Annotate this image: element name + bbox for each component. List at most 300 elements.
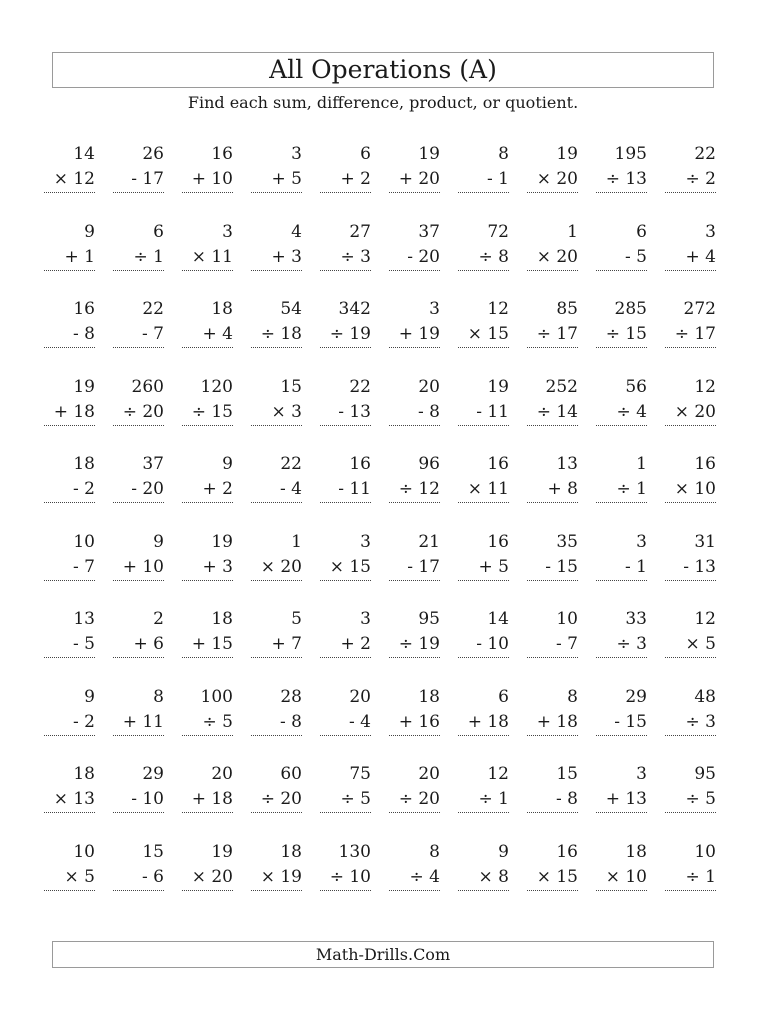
problem-operator-operand: ÷ 10 — [320, 865, 371, 891]
problem-item — [596, 840, 647, 918]
problem-operator-operand: + 2 — [320, 632, 371, 658]
problem-item — [596, 220, 647, 298]
problem-top-operand: 22 — [142, 299, 164, 319]
problem-operator-operand: ÷ 12 — [389, 477, 440, 503]
worksheet-footer: Math-Drills.Com — [52, 941, 714, 968]
problem-top-operand: 37 — [418, 221, 440, 242]
problem-operator-operand: - 4 — [320, 710, 371, 736]
problem-item — [182, 607, 233, 685]
problem-operator-operand: × 13 — [44, 787, 95, 813]
problem-operator-operand: × 20 — [182, 865, 233, 891]
problem-operator-operand: - 7 — [113, 322, 164, 348]
problem-item — [458, 840, 509, 918]
worksheet-title: All Operations (A) — [52, 52, 714, 88]
problem-item — [527, 840, 578, 918]
problem-top-operand: 8 — [153, 686, 164, 707]
problem-item — [596, 297, 647, 375]
problem-item — [251, 297, 302, 375]
problem-item — [389, 297, 440, 375]
problem-item — [665, 375, 716, 453]
problem-operator-operand: × 20 — [665, 400, 716, 426]
problem-operator-operand: + 5 — [251, 167, 302, 193]
problem-top-operand: 6 — [636, 221, 647, 242]
problem-operator-operand: ÷ 1 — [113, 245, 164, 271]
problem-operator-operand: ÷ 15 — [182, 400, 233, 426]
problem-operator-operand: ÷ 20 — [251, 787, 302, 813]
problem-operator-operand: - 5 — [44, 632, 95, 658]
problem-operator-operand: + 11 — [113, 710, 164, 736]
problem-operator-operand: × 5 — [665, 632, 716, 658]
problem-operator-operand: × 11 — [458, 477, 509, 503]
problem-top-operand: 35 — [556, 531, 578, 552]
problem-item — [182, 530, 233, 608]
problem-operator-operand: - 10 — [113, 787, 164, 813]
problem-top-operand: 8 — [429, 841, 440, 862]
problem-operator-operand: + 16 — [389, 710, 440, 736]
problem-top-operand: 252 — [545, 376, 578, 397]
problem-operator-operand: + 18 — [182, 787, 233, 813]
problem-top-operand: 4 — [291, 221, 302, 242]
problem-top-operand: 29 — [142, 764, 164, 784]
problem-operator-operand: ÷ 8 — [458, 245, 509, 271]
problem-item — [113, 685, 164, 763]
problem-item — [251, 607, 302, 685]
problem-operator-operand: × 8 — [458, 865, 509, 891]
problem-operator-operand: ÷ 3 — [320, 245, 371, 271]
problem-item — [389, 375, 440, 453]
problem-top-operand: 14 — [73, 144, 95, 164]
problem-top-operand: 10 — [556, 609, 578, 629]
problem-item — [596, 452, 647, 530]
problem-top-operand: 130 — [338, 841, 371, 862]
problem-top-operand: 12 — [487, 764, 509, 784]
problem-top-operand: 13 — [556, 454, 578, 474]
problem-item — [251, 762, 302, 840]
problem-operator-operand: ÷ 5 — [665, 787, 716, 813]
problem-top-operand: 8 — [498, 144, 509, 164]
problem-operator-operand: ÷ 20 — [113, 400, 164, 426]
problem-top-operand: 28 — [280, 686, 302, 707]
problem-grid — [44, 142, 725, 917]
problem-top-operand: 3 — [360, 531, 371, 552]
problem-top-operand: 56 — [625, 376, 647, 397]
problem-item — [389, 452, 440, 530]
problem-top-operand: 96 — [418, 454, 440, 474]
problem-item — [182, 375, 233, 453]
problem-operator-operand: + 20 — [389, 167, 440, 193]
problem-top-operand: 16 — [349, 454, 371, 474]
problem-item — [458, 142, 509, 220]
problem-item — [182, 762, 233, 840]
problem-item — [320, 840, 371, 918]
problem-top-operand: 10 — [73, 531, 95, 552]
problem-item — [113, 142, 164, 220]
problem-top-operand: 33 — [625, 609, 647, 629]
problem-top-operand: 18 — [280, 841, 302, 862]
problem-item — [44, 685, 95, 763]
problem-operator-operand: - 20 — [389, 245, 440, 271]
problem-operator-operand: × 20 — [527, 167, 578, 193]
problem-item — [458, 452, 509, 530]
problem-top-operand: 19 — [211, 841, 233, 862]
problem-item — [389, 840, 440, 918]
problem-top-operand: 22 — [349, 376, 371, 397]
problem-top-operand: 72 — [487, 221, 509, 242]
problem-top-operand: 9 — [84, 686, 95, 707]
problem-top-operand: 15 — [556, 764, 578, 784]
problem-top-operand: 37 — [142, 454, 164, 474]
problem-top-operand: 10 — [694, 841, 716, 862]
problem-item — [527, 220, 578, 298]
problem-operator-operand: ÷ 19 — [389, 632, 440, 658]
problem-top-operand: 195 — [614, 144, 647, 164]
problem-top-operand: 22 — [280, 454, 302, 474]
problem-top-operand: 10 — [73, 841, 95, 862]
problem-top-operand: 16 — [211, 144, 233, 164]
problem-operator-operand: × 12 — [44, 167, 95, 193]
problem-operator-operand: ÷ 17 — [527, 322, 578, 348]
problem-item — [596, 762, 647, 840]
problem-top-operand: 1 — [567, 221, 578, 242]
problem-item — [182, 685, 233, 763]
problem-item — [251, 220, 302, 298]
problem-operator-operand: + 13 — [596, 787, 647, 813]
problem-top-operand: 3 — [360, 609, 371, 629]
problem-top-operand: 342 — [338, 299, 371, 319]
problem-operator-operand: - 1 — [596, 555, 647, 581]
problem-operator-operand: + 2 — [182, 477, 233, 503]
problem-top-operand: 31 — [694, 531, 716, 552]
problem-top-operand: 3 — [636, 531, 647, 552]
problem-top-operand: 3 — [705, 221, 716, 242]
problem-operator-operand: ÷ 14 — [527, 400, 578, 426]
problem-operator-operand: ÷ 3 — [596, 632, 647, 658]
problem-item — [44, 142, 95, 220]
problem-item — [251, 840, 302, 918]
problem-item — [44, 297, 95, 375]
problem-operator-operand: ÷ 1 — [458, 787, 509, 813]
problem-item — [389, 220, 440, 298]
problem-top-operand: 95 — [418, 609, 440, 629]
problem-operator-operand: ÷ 15 — [596, 322, 647, 348]
problem-operator-operand: - 15 — [527, 555, 578, 581]
problem-item — [389, 142, 440, 220]
problem-item — [113, 840, 164, 918]
problem-top-operand: 19 — [211, 531, 233, 552]
problem-operator-operand: + 7 — [251, 632, 302, 658]
problem-top-operand: 9 — [222, 454, 233, 474]
problem-top-operand: 48 — [694, 686, 716, 707]
problem-operator-operand: + 1 — [44, 245, 95, 271]
problem-item — [458, 220, 509, 298]
problem-top-operand: 19 — [556, 144, 578, 164]
problem-item — [44, 375, 95, 453]
problem-item — [182, 220, 233, 298]
problem-top-operand: 8 — [567, 686, 578, 707]
problem-item — [320, 297, 371, 375]
problem-item — [251, 452, 302, 530]
problem-operator-operand: - 7 — [44, 555, 95, 581]
problem-operator-operand: + 4 — [182, 322, 233, 348]
problem-item — [182, 840, 233, 918]
problem-operator-operand: + 18 — [44, 400, 95, 426]
problem-operator-operand: - 8 — [527, 787, 578, 813]
problem-item — [665, 762, 716, 840]
problem-item — [596, 530, 647, 608]
problem-top-operand: 95 — [694, 764, 716, 784]
problem-top-operand: 100 — [200, 686, 233, 707]
problem-operator-operand: + 15 — [182, 632, 233, 658]
problem-operator-operand: - 13 — [665, 555, 716, 581]
problem-item — [251, 685, 302, 763]
problem-item — [596, 375, 647, 453]
problem-operator-operand: - 11 — [458, 400, 509, 426]
problem-top-operand: 285 — [614, 299, 647, 319]
problem-top-operand: 29 — [625, 686, 647, 707]
problem-top-operand: 3 — [429, 299, 440, 319]
problem-item — [527, 762, 578, 840]
problem-operator-operand: ÷ 5 — [320, 787, 371, 813]
problem-operator-operand: × 10 — [665, 477, 716, 503]
problem-top-operand: 19 — [73, 376, 95, 397]
problem-top-operand: 3 — [222, 221, 233, 242]
problem-operator-operand: - 2 — [44, 710, 95, 736]
problem-operator-operand: - 5 — [596, 245, 647, 271]
problem-item — [320, 142, 371, 220]
problem-top-operand: 6 — [360, 144, 371, 164]
problem-item — [113, 607, 164, 685]
problem-operator-operand: ÷ 20 — [389, 787, 440, 813]
problem-item — [44, 452, 95, 530]
problem-operator-operand: + 19 — [389, 322, 440, 348]
problem-operator-operand: ÷ 4 — [596, 400, 647, 426]
problem-operator-operand: - 17 — [389, 555, 440, 581]
problem-top-operand: 18 — [418, 686, 440, 707]
problem-top-operand: 15 — [280, 376, 302, 397]
problem-top-operand: 13 — [73, 609, 95, 629]
problem-operator-operand: × 19 — [251, 865, 302, 891]
problem-top-operand: 18 — [73, 454, 95, 474]
problem-operator-operand: - 6 — [113, 865, 164, 891]
problem-operator-operand: + 10 — [113, 555, 164, 581]
problem-item — [251, 142, 302, 220]
problem-top-operand: 18 — [625, 841, 647, 862]
problem-top-operand: 22 — [694, 144, 716, 164]
problem-item — [596, 685, 647, 763]
problem-top-operand: 19 — [418, 144, 440, 164]
problem-operator-operand: + 4 — [665, 245, 716, 271]
problem-top-operand: 5 — [291, 609, 302, 629]
problem-top-operand: 9 — [498, 841, 509, 862]
problem-operator-operand: + 6 — [113, 632, 164, 658]
problem-top-operand: 16 — [694, 454, 716, 474]
problem-operator-operand: - 8 — [389, 400, 440, 426]
problem-top-operand: 16 — [487, 454, 509, 474]
problem-top-operand: 260 — [131, 376, 164, 397]
problem-item — [320, 452, 371, 530]
problem-item — [44, 220, 95, 298]
problem-operator-operand: ÷ 18 — [251, 322, 302, 348]
problem-item — [251, 530, 302, 608]
problem-operator-operand: ÷ 1 — [596, 477, 647, 503]
problem-item — [458, 607, 509, 685]
problem-top-operand: 27 — [349, 221, 371, 242]
problem-item — [458, 762, 509, 840]
problem-operator-operand: × 15 — [320, 555, 371, 581]
problem-operator-operand: - 2 — [44, 477, 95, 503]
problem-operator-operand: ÷ 4 — [389, 865, 440, 891]
problem-top-operand: 16 — [73, 299, 95, 319]
problem-top-operand: 18 — [211, 609, 233, 629]
problem-operator-operand: + 2 — [320, 167, 371, 193]
problem-operator-operand: - 8 — [44, 322, 95, 348]
problem-operator-operand: ÷ 3 — [665, 710, 716, 736]
problem-operator-operand: ÷ 1 — [665, 865, 716, 891]
problem-item — [251, 375, 302, 453]
problem-item — [44, 840, 95, 918]
problem-item — [182, 452, 233, 530]
problem-item — [458, 530, 509, 608]
problem-item — [389, 607, 440, 685]
problem-operator-operand: × 15 — [527, 865, 578, 891]
problem-item — [665, 297, 716, 375]
problem-operator-operand: × 20 — [251, 555, 302, 581]
problem-top-operand: 272 — [683, 299, 716, 319]
problem-top-operand: 21 — [418, 531, 440, 552]
problem-operator-operand: ÷ 2 — [665, 167, 716, 193]
problem-top-operand: 6 — [153, 221, 164, 242]
problem-item — [113, 762, 164, 840]
problem-operator-operand: - 15 — [596, 710, 647, 736]
problem-top-operand: 14 — [487, 609, 509, 629]
problem-top-operand: 20 — [418, 764, 440, 784]
problem-operator-operand: + 5 — [458, 555, 509, 581]
problem-item — [113, 452, 164, 530]
problem-operator-operand: ÷ 13 — [596, 167, 647, 193]
problem-item — [44, 607, 95, 685]
problem-item — [320, 375, 371, 453]
problem-operator-operand: ÷ 5 — [182, 710, 233, 736]
problem-item — [527, 530, 578, 608]
problem-top-operand: 9 — [153, 531, 164, 552]
problem-top-operand: 20 — [418, 376, 440, 397]
problem-top-operand: 16 — [556, 841, 578, 862]
problem-item — [665, 840, 716, 918]
problem-item — [113, 297, 164, 375]
problem-operator-operand: - 13 — [320, 400, 371, 426]
problem-top-operand: 20 — [211, 764, 233, 784]
problem-top-operand: 1 — [636, 454, 647, 474]
problem-item — [665, 452, 716, 530]
problem-item — [665, 220, 716, 298]
problem-item — [665, 530, 716, 608]
problem-top-operand: 3 — [636, 764, 647, 784]
problem-top-operand: 19 — [487, 376, 509, 397]
problem-item — [458, 375, 509, 453]
problem-top-operand: 6 — [498, 686, 509, 707]
problem-top-operand: 12 — [694, 376, 716, 397]
problem-top-operand: 18 — [211, 299, 233, 319]
problem-item — [320, 530, 371, 608]
problem-operator-operand: ÷ 19 — [320, 322, 371, 348]
problem-item — [527, 685, 578, 763]
problem-item — [44, 530, 95, 608]
problem-item — [113, 220, 164, 298]
problem-item — [596, 607, 647, 685]
problem-operator-operand: × 3 — [251, 400, 302, 426]
problem-item — [113, 530, 164, 608]
problem-top-operand: 1 — [291, 531, 302, 552]
problem-item — [665, 685, 716, 763]
problem-top-operand: 75 — [349, 764, 371, 784]
problem-item — [389, 762, 440, 840]
problem-top-operand: 3 — [291, 144, 302, 164]
problem-operator-operand: × 11 — [182, 245, 233, 271]
problem-item — [320, 220, 371, 298]
problem-item — [320, 762, 371, 840]
problem-operator-operand: - 8 — [251, 710, 302, 736]
problem-top-operand: 26 — [142, 144, 164, 164]
problem-operator-operand: - 7 — [527, 632, 578, 658]
problem-item — [458, 685, 509, 763]
problem-operator-operand: + 18 — [527, 710, 578, 736]
problem-top-operand: 12 — [694, 609, 716, 629]
problem-operator-operand: - 11 — [320, 477, 371, 503]
problem-top-operand: 15 — [142, 841, 164, 862]
problem-top-operand: 85 — [556, 299, 578, 319]
problem-operator-operand: × 5 — [44, 865, 95, 891]
problem-item — [320, 685, 371, 763]
problem-operator-operand: + 8 — [527, 477, 578, 503]
problem-top-operand: 18 — [73, 764, 95, 784]
problem-item — [389, 530, 440, 608]
problem-item — [527, 607, 578, 685]
problem-item — [182, 142, 233, 220]
problem-top-operand: 60 — [280, 764, 302, 784]
problem-item — [527, 142, 578, 220]
problem-operator-operand: - 10 — [458, 632, 509, 658]
problem-operator-operand: - 1 — [458, 167, 509, 193]
problem-operator-operand: × 15 — [458, 322, 509, 348]
problem-item — [320, 607, 371, 685]
problem-operator-operand: × 20 — [527, 245, 578, 271]
problem-operator-operand: - 20 — [113, 477, 164, 503]
problem-top-operand: 120 — [200, 376, 233, 397]
problem-operator-operand: - 17 — [113, 167, 164, 193]
problem-top-operand: 16 — [487, 531, 509, 552]
problem-top-operand: 54 — [280, 299, 302, 319]
problem-operator-operand: + 3 — [182, 555, 233, 581]
problem-item — [44, 762, 95, 840]
problem-operator-operand: + 3 — [251, 245, 302, 271]
problem-item — [596, 142, 647, 220]
problem-item — [182, 297, 233, 375]
problem-top-operand: 9 — [84, 221, 95, 242]
worksheet-instructions: Find each sum, difference, product, or quotient. — [187, 93, 579, 112]
problem-item — [527, 297, 578, 375]
problem-top-operand: 2 — [153, 609, 164, 629]
problem-operator-operand: × 10 — [596, 865, 647, 891]
problem-item — [665, 142, 716, 220]
problem-operator-operand: ÷ 17 — [665, 322, 716, 348]
problem-top-operand: 12 — [487, 299, 509, 319]
problem-item — [113, 375, 164, 453]
problem-item — [527, 375, 578, 453]
problem-operator-operand: + 10 — [182, 167, 233, 193]
problem-item — [665, 607, 716, 685]
problem-item — [527, 452, 578, 530]
problem-top-operand: 20 — [349, 686, 371, 707]
